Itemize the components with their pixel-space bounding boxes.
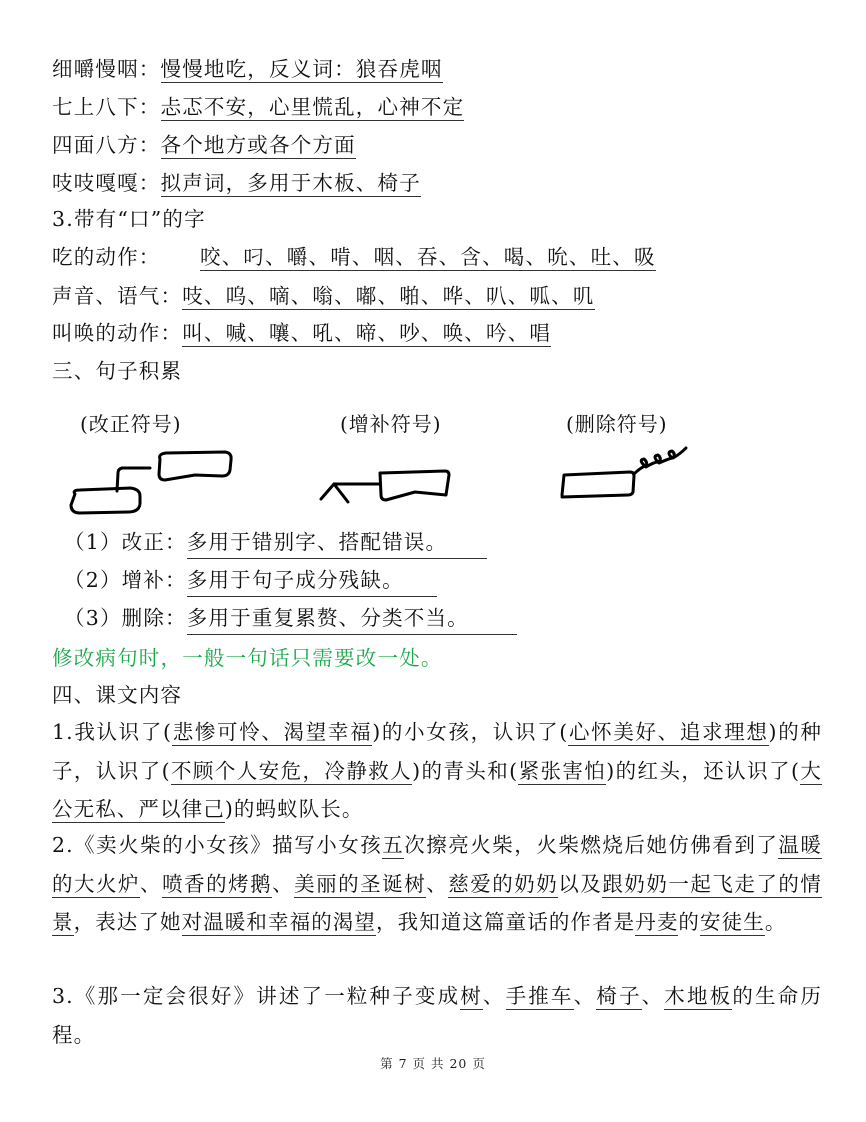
green-note: 修改病句时，一般一句话只需要改一处。 xyxy=(52,646,443,670)
use-name: 删除： xyxy=(121,606,187,630)
answer: 温暖的大火炉 xyxy=(52,833,822,896)
paragraph-1 xyxy=(52,713,822,829)
symbol-use-row xyxy=(64,603,517,635)
use-desc: 多用于重复累赘、分类不当。 xyxy=(187,603,517,635)
section-heading: 3.带有“口”的字 xyxy=(52,207,206,231)
use-desc: 多用于错别字、搭配错误。 xyxy=(187,527,487,559)
kou-row xyxy=(52,318,551,348)
use-desc: 多用于句子成分残缺。 xyxy=(187,565,437,597)
deletion-symbol-icon xyxy=(550,440,700,510)
idiom-term: 吱吱嘎嘎： xyxy=(52,171,161,195)
kou-row-label: 叫唤的动作： xyxy=(52,321,183,345)
text: )的红头，还认识了( xyxy=(606,758,801,783)
answer: 美丽的圣诞树 xyxy=(294,871,427,896)
symbol-use-row xyxy=(64,565,437,597)
kou-row-label: 吃的动作： xyxy=(52,245,161,269)
insertion-symbol-icon xyxy=(310,440,470,510)
answer: 对温暖和幸福的渴望 xyxy=(181,910,377,934)
text: 、 xyxy=(641,984,665,1008)
page-number: 第 7 页 共 20 页 xyxy=(380,1056,486,1071)
paragraph-2 xyxy=(52,826,822,942)
section-heading: 三、句子积累 xyxy=(52,359,183,383)
kou-row-chars: 咬、叼、嚼、啃、咽、吞、含、喝、吮、吐、吸 xyxy=(200,245,656,269)
text: 3.《那一定会很好》讲述了一粒种子变成 xyxy=(52,984,461,1008)
text: 的 xyxy=(678,910,701,934)
idiom-meaning: 忐忑不安，心里慌乱，心神不定 xyxy=(160,95,465,119)
answer: 大公无私、严以律己 xyxy=(52,758,822,821)
idiom-term: 细嚼慢咽： xyxy=(52,57,161,81)
answer: 紧张害怕 xyxy=(518,758,607,783)
idiom-line xyxy=(52,92,464,122)
idiom-meaning: 各个地方或各个方面 xyxy=(160,133,356,157)
text: )的种子，认识了( xyxy=(52,720,822,783)
text: ，我知道这篇童话的作者是 xyxy=(376,910,636,934)
idiom-meaning: 慢慢地吃，反义词：狼吞虎咽 xyxy=(160,57,443,81)
paragraph-3 xyxy=(52,977,822,1054)
answer: 安徒生 xyxy=(700,910,765,934)
text: )的小女孩，认识了( xyxy=(372,720,569,744)
text: 1.我认识了( xyxy=(52,720,173,744)
idiom-line xyxy=(52,168,421,198)
use-number: （3） xyxy=(64,606,122,630)
symbol-label: (改正符号) xyxy=(80,412,182,436)
text: ，表达了她 xyxy=(73,910,182,934)
use-name: 增补： xyxy=(121,568,187,592)
use-name: 改正： xyxy=(121,530,187,554)
idiom-term: 四面八方： xyxy=(52,133,161,157)
kou-row-chars: 吱、呜、嘀、嗡、嘟、啪、哗、叭、呱、叽 xyxy=(182,284,595,308)
symbol-label: (增补符号) xyxy=(340,412,442,436)
kou-row xyxy=(52,281,595,311)
text: 、 xyxy=(482,984,506,1008)
answer: 慈爱的奶奶 xyxy=(448,871,559,896)
answer: 丹麦 xyxy=(635,910,679,934)
answer: 树 xyxy=(460,984,483,1008)
answer: 不顾个人安危，冷静救人 xyxy=(170,758,413,783)
answer: 悲惨可怜、渴望幸福 xyxy=(172,720,373,744)
use-number: （2） xyxy=(64,568,122,592)
text: 2.《卖火柴的小女孩》描写小女孩 xyxy=(52,833,383,857)
idiom-term: 七上八下： xyxy=(52,95,161,119)
answer: 手推车 xyxy=(505,984,574,1008)
idiom-meaning: 拟声词，多用于木板、椅子 xyxy=(160,171,421,195)
text: 的生命历程。 xyxy=(52,984,822,1047)
symbol-use-row xyxy=(64,527,487,559)
answer: 心怀美好、追求理想 xyxy=(568,720,769,744)
text: 、 xyxy=(426,871,449,896)
answer: 跟奶奶一起飞走了的情景 xyxy=(52,871,823,934)
text: )的青头和( xyxy=(412,758,519,783)
idiom-line xyxy=(52,54,443,84)
answer: 喷香的烤鹅 xyxy=(162,871,273,896)
text: 。 xyxy=(764,910,787,934)
kou-row-label: 声音、语气： xyxy=(52,284,183,308)
idiom-line xyxy=(52,130,356,160)
kou-row-chars: 叫、喊、嚷、吼、啼、吵、唤、吟、唱 xyxy=(182,321,552,345)
text: 次擦亮火柴，火柴燃烧后她仿佛看到了 xyxy=(404,833,779,857)
correction-symbol-icon xyxy=(60,440,260,520)
answer: 五 xyxy=(382,833,405,857)
section-heading: 四、课文内容 xyxy=(52,683,183,707)
symbol-label: (删除符号) xyxy=(566,412,668,436)
text: )的蚂蚁队长。 xyxy=(224,797,364,821)
answer: 椅子 xyxy=(596,984,642,1008)
text: 、 xyxy=(573,984,597,1008)
text: 、 xyxy=(140,871,163,896)
answer: 木地板 xyxy=(664,984,733,1008)
text: 、 xyxy=(272,871,295,896)
use-number: （1） xyxy=(64,530,122,554)
text: 以及 xyxy=(558,871,603,896)
kou-row xyxy=(52,242,656,272)
